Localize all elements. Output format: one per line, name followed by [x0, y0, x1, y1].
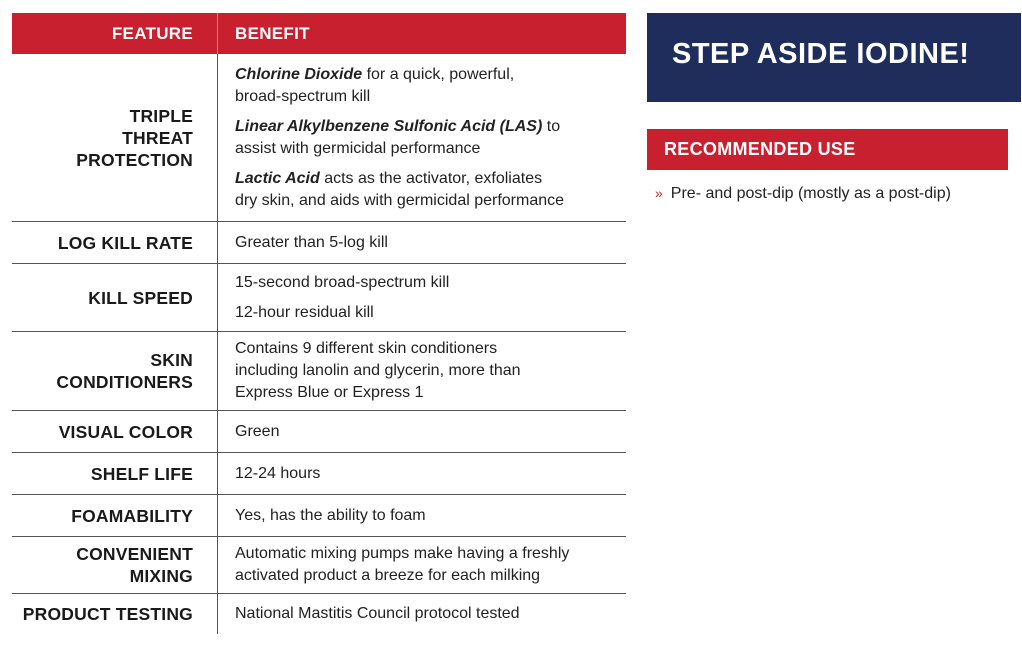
benefit-paragraph [235, 64, 626, 108]
benefit-text: dry skin, and aids with germicidal performance [235, 191, 565, 209]
table-row [12, 594, 626, 634]
benefit-cell [218, 264, 626, 331]
feature-label [12, 453, 218, 494]
feature-label [12, 594, 218, 634]
benefit-cell [218, 222, 626, 263]
benefit-text: including lanolin and glycerin, more than [235, 362, 521, 379]
feature-label [12, 495, 218, 536]
benefit-text: 12-24 hours [235, 464, 321, 482]
feature-label-line: SHELF LIFE [90, 463, 193, 484]
ingredient-name: Linear Alkylbenzene Sulfonic Acid (LAS) [235, 117, 543, 135]
benefit-text: 15-second broad-spectrum kill [235, 273, 450, 291]
benefit-text: Greater than 5-log kill [235, 233, 388, 251]
benefit-text: Yes, has the ability to foam [235, 506, 426, 524]
benefit-text: acts as the activator, exfoliates [319, 169, 543, 187]
chevron-bullet-icon: » [655, 185, 663, 201]
benefit-paragraph [235, 116, 626, 160]
promo-banner [647, 13, 1021, 102]
feature-label-line: PRODUCT TESTING [22, 604, 193, 624]
feature-label-line: SKIN [150, 350, 193, 370]
benefit-cell [218, 54, 626, 221]
table-row [12, 495, 626, 537]
benefit-text: broad-spectrum kill [235, 87, 371, 105]
feature-label [12, 537, 218, 593]
feature-label [12, 222, 218, 263]
recommended-use-title: RECOMMENDED USE [664, 139, 856, 159]
feature-label-line: MIXING [129, 566, 193, 586]
benefit-cell [218, 495, 626, 536]
table-row [12, 453, 626, 495]
benefit-cell [218, 332, 626, 410]
benefit-cell [218, 537, 626, 593]
feature-label-line: VISUAL COLOR [58, 421, 193, 442]
table-row [12, 411, 626, 453]
promo-banner-title: STEP ASIDE IODINE! [672, 38, 970, 70]
table-row [12, 264, 626, 332]
feature-label-line: TRIPLE [129, 105, 193, 126]
feature-label [12, 411, 218, 452]
feature-label-line: KILL SPEED [88, 287, 193, 308]
recommended-use-heading [647, 129, 1008, 170]
feature-label-line: FOAMABILITY [71, 505, 193, 526]
feature-label-line: PROTECTION [76, 149, 193, 170]
table-row [12, 537, 626, 594]
ingredient-name: Lactic Acid [235, 169, 320, 187]
recommended-use-text: Pre- and post-dip (mostly as a post-dip) [670, 185, 951, 202]
benefit-text: to [542, 117, 561, 135]
table-row [12, 222, 626, 264]
ingredient-name: Chlorine Dioxide [235, 65, 363, 83]
feature-label-line: THREAT [122, 127, 193, 148]
feature-label [12, 54, 218, 221]
benefit-text: activated product a breeze for each milking [235, 567, 541, 584]
table-row [12, 332, 626, 411]
feature-benefit-table [12, 13, 626, 634]
benefit-text: for a quick, powerful, [362, 65, 515, 83]
benefit-paragraph [235, 168, 626, 212]
benefit-text: Express Blue or Express 1 [235, 384, 424, 401]
feature-label [12, 264, 218, 331]
feature-label-line: CONDITIONERS [56, 372, 193, 392]
benefit-cell [218, 453, 626, 494]
feature-label-line: CONVENIENT [76, 544, 193, 564]
benefit-column-header: BENEFIT [235, 24, 310, 43]
benefit-text: Automatic mixing pumps make having a freshly [235, 545, 570, 562]
feature-label [12, 332, 218, 410]
benefit-cell [218, 411, 626, 452]
table-row [12, 54, 626, 222]
benefit-text: Green [235, 422, 280, 440]
table-header [12, 13, 626, 54]
benefit-cell [218, 594, 626, 634]
benefit-text: 12-hour residual kill [235, 303, 374, 321]
list-item [655, 185, 951, 203]
benefit-text: assist with germicidal performance [235, 139, 481, 157]
benefit-text: National Mastitis Council protocol tested [235, 605, 520, 622]
feature-label-line: LOG KILL RATE [57, 232, 193, 253]
feature-column-header: FEATURE [12, 13, 218, 54]
benefit-text: Contains 9 different skin conditioners [235, 340, 498, 357]
